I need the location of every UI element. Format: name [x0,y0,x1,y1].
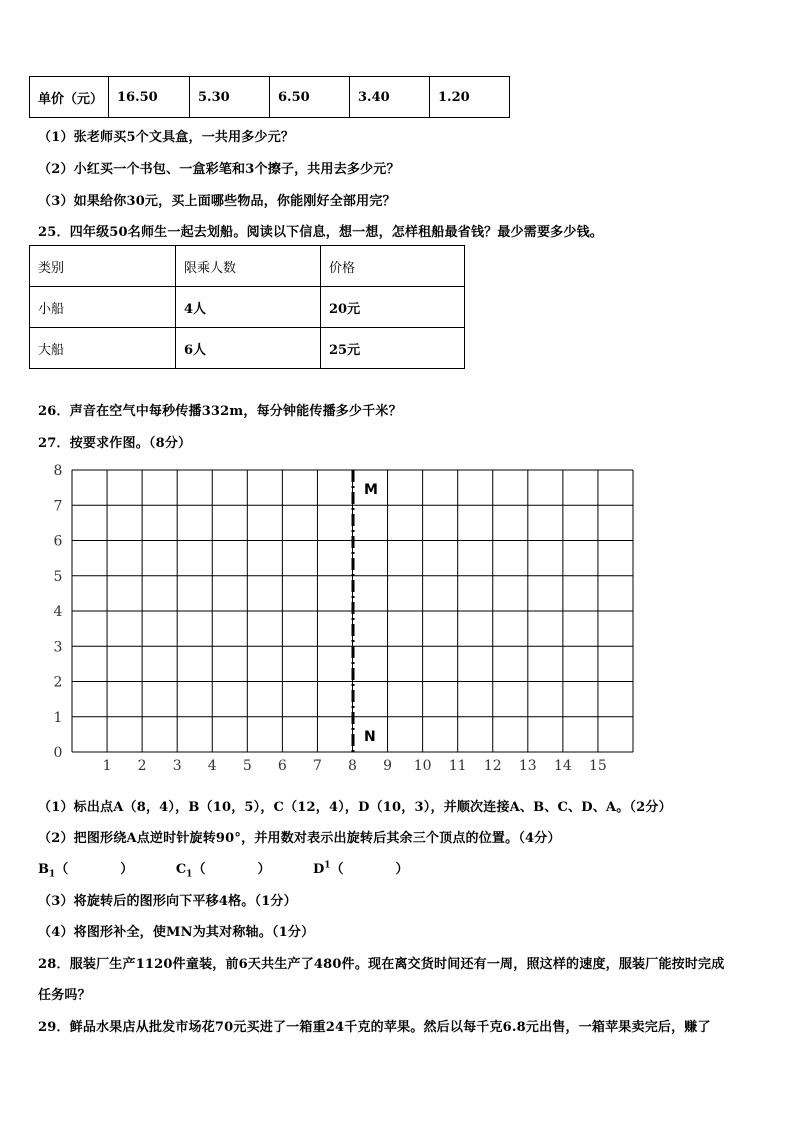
y-axis-tick-label: 0 [53,745,63,761]
y-axis-tick-label: 1 [53,709,63,726]
price-cell: 16.50 [109,77,190,118]
q25-text: 25．四年级50名师生一起去划船。阅读以下信息，想一想，怎样租船最省钱？最少需要多少钱。 [38,225,603,240]
x-axis-tick-label: 7 [312,758,322,774]
price-header: 单价（元） [30,77,109,118]
x-axis-tick-label: 5 [242,758,252,774]
boat-header: 限乘人数 [176,246,321,287]
price-cell: 6.50 [270,77,350,118]
label-m: M [364,482,378,498]
vertex-c1: $C_1$（ ） [175,862,271,880]
price-cell: 1.20 [430,77,510,118]
q24-sub1: （1）张老师买5个文具盒，一共用多少元？ [38,130,295,145]
boat-header: 类别 [30,246,176,287]
q27-sub1: （1）标出点A（8，4），B（10，5），C（12，4），D（10，3），并顺次连接A、B、C、D、A。（2分） [38,800,672,815]
q29-line1: 29．鲜品水果店从批发市场花70元买进了一箱重24千克的苹果。然后以每千克6.8元出售，一箱苹果卖完后，赚了 [38,1020,711,1035]
q24-sub3: （3）如果给你30元，买上面哪些物品，你能刚好全部用完？ [38,194,396,209]
y-axis-tick-label: 2 [53,674,63,691]
vertex-b1: $B_1$（ ） [38,862,134,880]
boat-cell: 25元 [321,328,465,369]
rotated-vertices [38,858,409,880]
x-axis-tick-label: 8 [348,758,357,774]
x-axis-tick-label: 4 [207,758,217,774]
y-axis-tick-label: 6 [53,533,63,550]
x-axis-tick-label: 9 [383,758,393,774]
y-axis-tick-label: 5 [53,568,63,585]
x-axis-tick-label: 15 [589,758,607,774]
boat-header: 价格 [321,246,465,287]
x-axis-tick-label: 13 [518,758,537,774]
boat-cell: 小船 [30,287,176,328]
price-cell: 5.30 [190,77,270,118]
boat-cell: 6人 [176,328,321,369]
vertex-d1: $D^1$（ ） [312,860,409,877]
q24-sub2: （2）小红买一个书包、一盒彩笔和3个擦子，共用去多少元？ [38,162,400,177]
x-axis-tick-label: 14 [553,758,572,774]
q27-text: 27．按要求作图。（8分） [38,436,192,451]
x-axis-tick-label: 12 [483,758,502,774]
q27-sub2: （2）把图形绕A点逆时针旋转90°，并用数对表示出旋转后其余三个顶点的位置。（4分） [38,831,561,846]
y-axis-tick-label: 4 [53,604,63,620]
x-axis-tick-label: 1 [102,758,112,774]
q27-sub4: （4）将图形补全，使MN为其对称轴。（1分） [38,925,315,940]
q28-line2: 任务吗？ [38,988,91,1003]
q26-text: 26．声音在空气中每秒传播332m，每分钟能传播多少千米？ [38,404,402,419]
label-n: N [364,729,376,745]
price-cell: 3.40 [350,77,430,118]
boat-cell: 4人 [176,287,321,328]
q28-line1: 28．服装厂生产1120件童装，前6天共生产了480件。现在离交货时间还有一周，照这样的速度，服装厂能按时完成 [38,957,725,972]
x-axis-tick-label: 6 [277,758,287,774]
y-axis-tick-label: 7 [53,498,63,515]
y-axis-tick-label: 8 [53,463,63,479]
x-axis-tick-label: 3 [172,758,182,774]
boat-cell: 20元 [321,287,465,328]
y-axis-labels [54,463,63,761]
x-axis-tick-label: 2 [137,758,147,774]
y-axis-tick-label: 3 [53,639,63,656]
x-axis-tick-label: 10 [413,758,432,774]
x-axis-labels [103,758,607,774]
boat-cell: 大船 [30,328,176,369]
x-axis-tick-label: 11 [448,758,467,774]
q27-sub3: （3）将旋转后的图形向下平移4格。（1分） [38,894,297,909]
